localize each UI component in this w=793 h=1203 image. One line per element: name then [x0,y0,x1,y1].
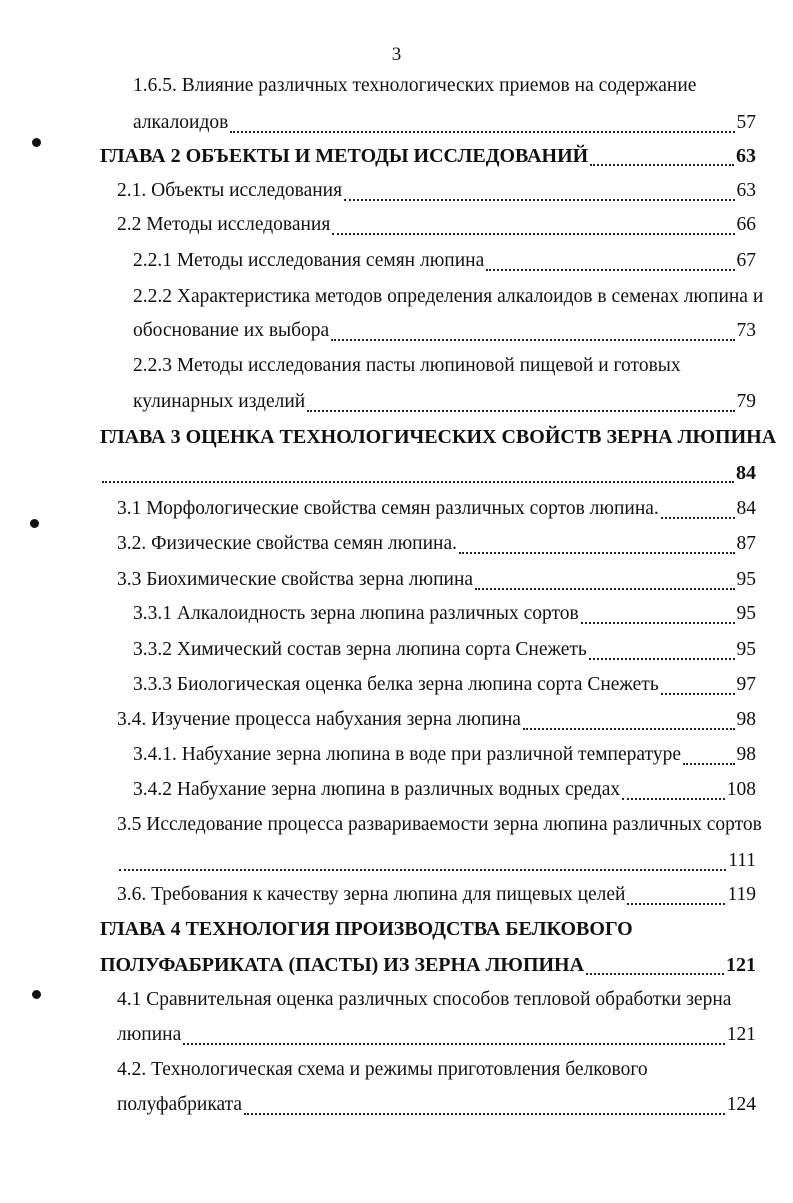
toc-chapter [100,954,756,984]
dot-leader [344,185,734,201]
toc-line [117,533,756,563]
toc-line [117,498,756,528]
toc-page-number: 79 [736,391,756,412]
toc-text: 3.5 Исследование процесса развариваемости зерна люпина различных сортов [117,814,762,835]
dot-leader [627,889,725,905]
toc-text: ГЛАВА 3 ОЦЕНКА ТЕХНОЛОГИЧЕСКИХ СВОЙСТВ ЗЕРНА ЛЮПИНА [100,426,777,448]
toc-text: 3.3.2 Химический состав зерна люпина сорта Снежеть [133,639,587,660]
toc-text: ГЛАВА 4 ТЕХНОЛОГИЯ ПРОИЗВОДСТВА БЕЛКОВОГО [100,918,633,940]
dot-leader [486,255,734,271]
toc-line [117,180,756,210]
toc-line [117,989,756,1019]
dot-leader [590,150,734,166]
toc-text: 3.2. Физические свойства семян люпина. [117,533,458,554]
toc-text: 2.2.2 Характеристика методов определения алкалоидов в семенах люпина и [133,286,764,307]
margin-bullet [32,990,41,999]
toc-line [117,814,762,844]
dot-leader [586,959,724,975]
dot-leader [119,855,726,871]
dot-leader [307,396,734,412]
toc-page-number: 67 [736,250,756,271]
toc-text: 3.3.1 Алкалоидность зерна люпина различных сортов [133,603,579,624]
dot-leader [589,644,735,660]
toc-page-number: 124 [726,1094,756,1115]
toc-line [133,250,756,280]
toc-page-number: 111 [728,850,756,871]
toc-page-number: 98 [736,709,756,730]
toc-text: ГЛАВА 2 ОБЪЕКТЫ И МЕТОДЫ ИССЛЕДОВАНИЙ [100,145,589,167]
toc-page-number: 121 [726,954,756,976]
dot-leader [331,325,734,341]
toc-text: 3.4.2 Набухание зерна люпина в различных водных средах [133,779,621,800]
toc-text: 3.3 Биохимические свойства зерна люпина [117,569,474,590]
toc-text: 2.1. Объекты исследования [117,180,343,201]
toc-text: 2.2.1 Методы исследования семян люпина [133,250,485,271]
margin-bullet [30,519,39,528]
toc-page-number: 119 [727,884,756,905]
dot-leader [475,574,734,590]
toc-line [117,1024,756,1054]
dot-leader [581,608,735,624]
dot-leader [244,1099,725,1115]
toc-page-number: 95 [736,569,756,590]
toc-text: люпина [117,1024,182,1045]
toc-line [133,391,756,421]
toc-page-number: 108 [726,779,756,800]
toc-line [133,112,756,142]
toc-text: 2.2.3 Методы исследования пасты люпиновой пищевой и готовых [133,355,681,376]
toc-page-number: 121 [726,1024,756,1045]
toc-line [133,779,756,809]
toc-page-number: 57 [736,112,756,133]
toc-line [133,320,756,350]
toc-page-number: 63 [736,145,756,167]
toc-page-number: 66 [736,214,756,235]
dot-leader [661,679,735,695]
toc-line [117,214,756,244]
toc-line [133,674,756,704]
toc-page-number: 97 [736,674,756,695]
dot-leader [661,503,735,519]
margin-bullet [32,138,41,147]
toc-text: 3.4.1. Набухание зерна люпина в воде при различной температуре [133,744,681,765]
toc-text: 3.4. Изучение процесса набухания зерна люпина [117,709,521,730]
toc-text: 1.6.5. Влияние различных технологических приемов на содержание [133,75,697,96]
toc-page-number: 84 [736,498,756,519]
toc-page-number: 84 [736,462,756,484]
dot-leader [230,117,734,133]
page-number: 3 [391,44,402,65]
dot-leader [332,219,734,235]
toc-text: 3.1 Морфологические свойства семян различных сортов люпина. [117,498,659,519]
dot-leader [523,714,735,730]
toc-text: обоснование их выбора [133,320,330,341]
toc-line [117,709,756,739]
toc-page-number: 95 [736,603,756,624]
toc-text: 3.3.3 Биологическая оценка белка зерна люпина сорта Снежеть [133,674,659,695]
toc-line [133,75,756,105]
toc-page-number: 95 [736,639,756,660]
toc-line [133,603,756,633]
toc-page-number: 87 [736,533,756,554]
dot-leader [683,749,735,765]
toc-line [117,884,756,914]
toc-line [117,569,756,599]
toc-line [117,850,756,880]
toc-chapter [100,426,777,456]
toc-line [133,744,756,774]
dot-leader [459,538,734,554]
dot-leader [622,784,725,800]
toc-text: кулинарных изделий [133,391,306,412]
toc-line [117,1059,756,1089]
toc-text: 4.1 Сравнительная оценка различных способов тепловой обработки зерна [117,989,732,1010]
toc-page-number: 98 [736,744,756,765]
toc-line [133,639,756,669]
toc-text: 4.2. Технологическая схема и режимы приготовления белкового [117,1059,648,1080]
toc-page-number: 63 [736,180,756,201]
toc-line [133,355,756,385]
toc-line [117,1094,756,1124]
dot-leader [102,467,734,483]
toc-text: 2.2 Методы исследования [117,214,331,235]
toc-line [133,286,764,316]
toc-text: 3.6. Требования к качеству зерна люпина для пищевых целей [117,884,626,905]
dot-leader [183,1029,724,1045]
toc-chapter [100,918,756,948]
toc-page-number: 73 [736,320,756,341]
toc-chapter [100,145,756,175]
toc-text: полуфабриката [117,1094,243,1115]
toc-text: алкалоидов [133,112,229,133]
toc-chapter [100,462,756,492]
toc-text: ПОЛУФАБРИКАТА (ПАСТЫ) ИЗ ЗЕРНА ЛЮПИНА [100,954,585,976]
